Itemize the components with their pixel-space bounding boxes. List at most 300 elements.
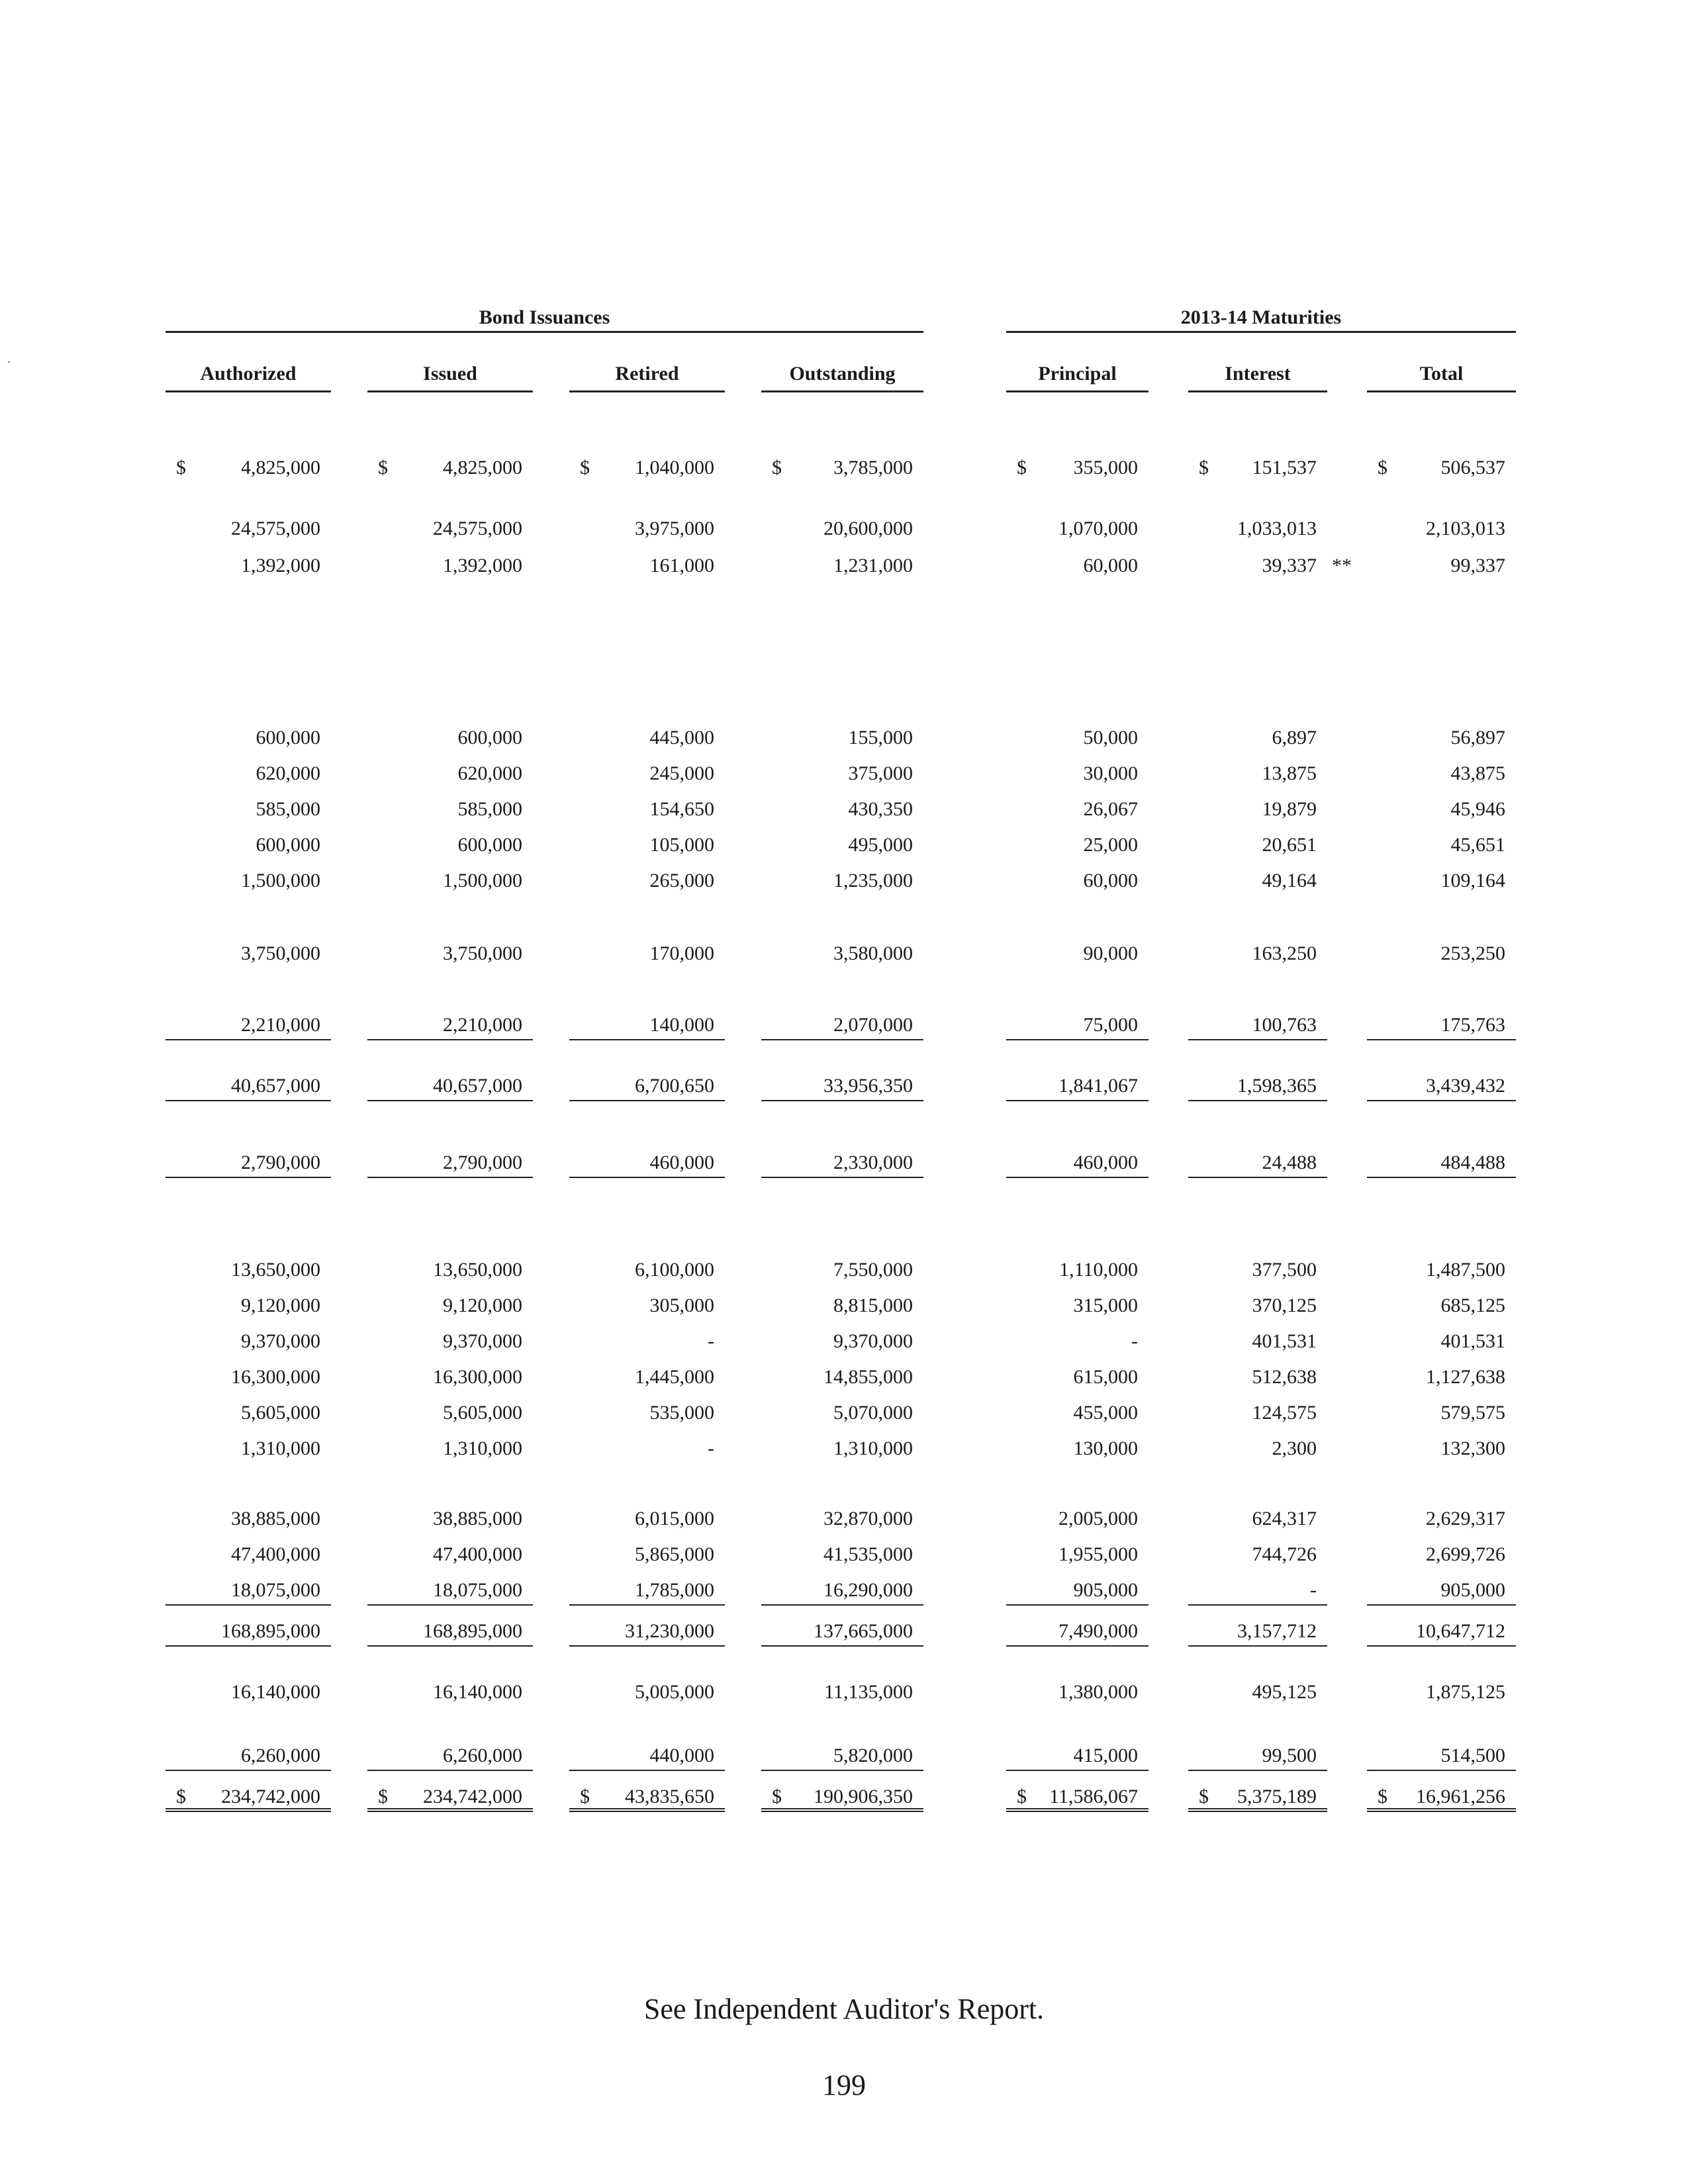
cell-outstanding: [761, 1148, 923, 1178]
cell-issued: [367, 1677, 533, 1707]
cell-total: [1367, 453, 1516, 483]
cell-value: 43,835,650: [625, 1786, 714, 1807]
cell-value: 512,638: [1252, 1366, 1317, 1388]
cell-value: 2,699,726: [1426, 1543, 1505, 1565]
col-header-total: Total: [1367, 357, 1516, 392]
cell-issued: [367, 938, 533, 969]
cell-value: 50,000: [1083, 727, 1138, 749]
cell-total: [1367, 1616, 1516, 1647]
cell-principal: [1006, 1433, 1149, 1464]
scan-mark: [8, 361, 10, 363]
cell-value: 170,000: [649, 942, 714, 964]
cell-authorized: [165, 1433, 331, 1464]
cell-value: 1,070,000: [1058, 518, 1138, 539]
currency-symbol: $: [1199, 1786, 1209, 1807]
cell-outstanding: [761, 453, 923, 483]
cell-value: 1,955,000: [1058, 1543, 1138, 1565]
cell-value: 600,000: [256, 727, 320, 749]
cell-value: 1,500,000: [443, 870, 522, 891]
currency-symbol: $: [378, 1786, 388, 1807]
currency-symbol: $: [772, 457, 782, 478]
cell-issued: [367, 1071, 533, 1101]
cell-issued: [367, 1291, 533, 1321]
cell-value: -: [708, 1330, 714, 1352]
cell-issued: [367, 794, 533, 825]
cell-retired: [569, 1071, 725, 1101]
cell-value: 579,575: [1440, 1402, 1505, 1424]
cell-interest: [1188, 723, 1327, 753]
cell-issued: [367, 1326, 533, 1357]
cell-value: 624,317: [1252, 1508, 1317, 1529]
cell-authorized: [165, 1504, 331, 1534]
cell-value: 6,260,000: [241, 1745, 320, 1766]
cell-authorized: [165, 1539, 331, 1570]
cell-retired: [569, 938, 725, 969]
cell-total: [1367, 1677, 1516, 1707]
col-header-interest: Interest: [1188, 357, 1327, 392]
cell-total: [1367, 1539, 1516, 1570]
cell-retired: [569, 1782, 725, 1812]
cell-value: 43,875: [1450, 762, 1505, 784]
cell-authorized: [165, 758, 331, 789]
cell-value: 375,000: [848, 762, 913, 784]
cell-issued: [367, 1398, 533, 1428]
cell-total: [1367, 1433, 1516, 1464]
cell-total: [1367, 1741, 1516, 1771]
currency-symbol: $: [176, 1786, 186, 1807]
cell-value: 3,785,000: [833, 457, 913, 478]
cell-authorized: [165, 866, 331, 896]
cell-authorized: [165, 1010, 331, 1040]
cell-value: 40,657,000: [433, 1075, 522, 1097]
cell-outstanding: [761, 1071, 923, 1101]
cell-value: 99,500: [1262, 1745, 1317, 1766]
cell-value: 137,665,000: [814, 1620, 913, 1642]
cell-value: 4,825,000: [241, 457, 320, 478]
cell-total: [1367, 758, 1516, 789]
cell-principal: [1006, 1071, 1149, 1101]
cell-value: 45,946: [1450, 798, 1505, 820]
cell-value: 18,075,000: [231, 1579, 320, 1601]
cell-value: 10,647,712: [1416, 1620, 1505, 1642]
cell-principal: [1006, 830, 1149, 860]
cell-authorized: [165, 723, 331, 753]
cell-value: 1,785,000: [635, 1579, 714, 1601]
cell-value: 13,875: [1262, 762, 1317, 784]
cell-interest: [1188, 1741, 1327, 1771]
cell-interest: [1188, 1433, 1327, 1464]
cell-outstanding: [761, 1010, 923, 1040]
cell-authorized: [165, 1677, 331, 1707]
cell-value: 1,231,000: [833, 555, 913, 576]
cell-retired: [569, 1575, 725, 1606]
cell-principal: [1006, 1326, 1149, 1357]
cell-value: 445,000: [649, 727, 714, 749]
cell-value: 440,000: [649, 1745, 714, 1766]
cell-outstanding: [761, 1677, 923, 1707]
cell-outstanding: [761, 794, 923, 825]
cell-retired: [569, 551, 725, 581]
cell-interest: [1188, 1575, 1327, 1606]
cell-interest: [1188, 551, 1327, 581]
cell-value: 1,392,000: [241, 555, 320, 576]
cell-retired: [569, 1616, 725, 1647]
cell-outstanding: [761, 758, 923, 789]
cell-principal: [1006, 551, 1149, 581]
cell-issued: [367, 1616, 533, 1647]
cell-interest: [1188, 514, 1327, 544]
cell-total: [1367, 1326, 1516, 1357]
cell-value: 47,400,000: [433, 1543, 522, 1565]
cell-value: 16,140,000: [433, 1681, 522, 1703]
cell-issued: [367, 1539, 533, 1570]
cell-value: 600,000: [256, 834, 320, 856]
cell-total: [1367, 1504, 1516, 1534]
cell-value: 484,488: [1440, 1152, 1505, 1173]
cell-principal: [1006, 1741, 1149, 1771]
cell-value: 370,125: [1252, 1295, 1317, 1316]
cell-value: 8,815,000: [833, 1295, 913, 1316]
cell-value: 16,300,000: [433, 1366, 522, 1388]
cell-value: 615,000: [1073, 1366, 1138, 1388]
cell-value: 130,000: [1073, 1437, 1138, 1459]
cell-value: 1,033,013: [1237, 518, 1317, 539]
cell-value: 6,015,000: [635, 1508, 714, 1529]
cell-value: 1,310,000: [241, 1437, 320, 1459]
cell-principal: [1006, 723, 1149, 753]
cell-authorized: [165, 830, 331, 860]
col-header-issued: Issued: [367, 357, 533, 392]
cell-value: 75,000: [1083, 1014, 1138, 1036]
cell-value: 2,790,000: [241, 1152, 320, 1173]
cell-principal: [1006, 453, 1149, 483]
cell-value: 9,370,000: [833, 1330, 913, 1352]
cell-interest: [1188, 1616, 1327, 1647]
cell-interest: [1188, 1326, 1327, 1357]
cell-value: -: [1131, 1330, 1138, 1352]
cell-authorized: [165, 794, 331, 825]
cell-issued: [367, 758, 533, 789]
cell-value: 60,000: [1083, 555, 1138, 576]
cell-value: 163,250: [1252, 942, 1317, 964]
cell-retired: [569, 1010, 725, 1040]
cell-total: [1367, 1362, 1516, 1392]
cell-interest: [1188, 1677, 1327, 1707]
cell-value: 495,125: [1252, 1681, 1317, 1703]
currency-symbol: $: [1378, 457, 1387, 478]
cell-value: 5,070,000: [833, 1402, 913, 1424]
cell-value: 2,629,317: [1426, 1508, 1505, 1529]
cell-value: 1,487,500: [1426, 1259, 1505, 1281]
cell-outstanding: [761, 1782, 923, 1812]
cell-interest: [1188, 1398, 1327, 1428]
cell-retired: [569, 1148, 725, 1178]
cell-principal: [1006, 1255, 1149, 1285]
cell-value: 175,763: [1440, 1014, 1505, 1036]
cell-authorized: [165, 1398, 331, 1428]
cell-retired: [569, 866, 725, 896]
cell-value: 38,885,000: [433, 1508, 522, 1529]
currency-symbol: $: [772, 1786, 782, 1807]
cell-retired: [569, 1539, 725, 1570]
cell-value: 9,370,000: [443, 1330, 522, 1352]
cell-authorized: [165, 514, 331, 544]
cell-principal: [1006, 758, 1149, 789]
cell-value: 7,550,000: [833, 1259, 913, 1281]
cell-value: 455,000: [1073, 1402, 1138, 1424]
cell-value: 45,651: [1450, 834, 1505, 856]
cell-issued: [367, 1148, 533, 1178]
cell-issued: [367, 1575, 533, 1606]
cell-total: [1367, 938, 1516, 969]
cell-retired: [569, 1362, 725, 1392]
cell-retired: [569, 1398, 725, 1428]
cell-value: 47,400,000: [231, 1543, 320, 1565]
group-title-bond-issuances: Bond Issuances: [479, 306, 610, 328]
currency-symbol: $: [1017, 457, 1027, 478]
cell-value: 41,535,000: [823, 1543, 913, 1565]
cell-total: [1367, 514, 1516, 544]
cell-retired: [569, 1433, 725, 1464]
col-header-outstanding: Outstanding: [761, 357, 923, 392]
currency-symbol: $: [1378, 1786, 1387, 1807]
cell-total: [1367, 1255, 1516, 1285]
cell-value: 744,726: [1252, 1543, 1317, 1565]
cell-issued: [367, 453, 533, 483]
cell-value: 3,750,000: [241, 942, 320, 964]
cell-outstanding: [761, 1504, 923, 1534]
cell-authorized: [165, 1148, 331, 1178]
cell-principal: [1006, 1398, 1149, 1428]
cell-value: 3,975,000: [635, 518, 714, 539]
cell-value: 132,300: [1440, 1437, 1505, 1459]
cell-outstanding: [761, 1291, 923, 1321]
cell-value: 2,070,000: [833, 1014, 913, 1036]
cell-value: 1,110,000: [1059, 1259, 1138, 1281]
cell-value: 2,330,000: [833, 1152, 913, 1173]
cell-value: 3,580,000: [833, 942, 913, 964]
cell-value: 6,897: [1272, 727, 1317, 749]
cell-issued: [367, 1255, 533, 1285]
cell-value: 24,488: [1262, 1152, 1317, 1173]
cell-value: 1,127,638: [1426, 1366, 1505, 1388]
cell-issued: [367, 514, 533, 544]
cell-total: [1367, 1782, 1516, 1812]
cell-value: 2,210,000: [443, 1014, 522, 1036]
cell-principal: [1006, 1148, 1149, 1178]
cell-value: -: [708, 1437, 714, 1459]
cell-authorized: [165, 1741, 331, 1771]
cell-value: 1,380,000: [1058, 1681, 1138, 1703]
cell-value: 234,742,000: [221, 1786, 320, 1807]
cell-value: 535,000: [649, 1402, 714, 1424]
cell-principal: [1006, 938, 1149, 969]
cell-value: 168,895,000: [423, 1620, 522, 1642]
cell-retired: [569, 1741, 725, 1771]
cell-authorized: [165, 1255, 331, 1285]
cell-value: 620,000: [457, 762, 522, 784]
cell-value: 3,439,432: [1426, 1075, 1505, 1097]
cell-value: 154,650: [649, 798, 714, 820]
cell-value: 2,300: [1272, 1437, 1317, 1459]
cell-value: 685,125: [1440, 1295, 1505, 1316]
cell-value: 11,135,000: [824, 1681, 913, 1703]
cell-value: 234,742,000: [423, 1786, 522, 1807]
cell-value: 39,337: [1262, 555, 1317, 576]
cell-value: 415,000: [1073, 1745, 1138, 1766]
cell-value: 265,000: [649, 870, 714, 891]
cell-retired: [569, 1255, 725, 1285]
cell-value: 315,000: [1073, 1295, 1138, 1316]
cell-outstanding: [761, 1362, 923, 1392]
cell-value: 2,210,000: [241, 1014, 320, 1036]
cell-value: 1,235,000: [833, 870, 913, 891]
cell-outstanding: [761, 1539, 923, 1570]
cell-value: 9,120,000: [443, 1295, 522, 1316]
cell-authorized: [165, 1291, 331, 1321]
cell-outstanding: [761, 830, 923, 860]
cell-value: 33,956,350: [823, 1075, 913, 1097]
cell-value: 6,700,650: [635, 1075, 714, 1097]
cell-authorized: [165, 1575, 331, 1606]
currency-symbol: $: [1199, 457, 1209, 478]
cell-principal: [1006, 514, 1149, 544]
footnote-marker: **: [1332, 555, 1352, 576]
cell-value: 600,000: [457, 834, 522, 856]
cell-value: 49,164: [1262, 870, 1317, 891]
cell-principal: [1006, 1504, 1149, 1534]
cell-value: 14,855,000: [823, 1366, 913, 1388]
cell-value: 585,000: [457, 798, 522, 820]
cell-retired: [569, 830, 725, 860]
cell-issued: [367, 866, 533, 896]
cell-value: 7,490,000: [1058, 1620, 1138, 1642]
cell-value: 506,537: [1440, 457, 1505, 478]
cell-total: [1367, 1291, 1516, 1321]
cell-value: 18,075,000: [433, 1579, 522, 1601]
cell-value: 90,000: [1083, 942, 1138, 964]
cell-value: 100,763: [1252, 1014, 1317, 1036]
cell-value: 401,531: [1440, 1330, 1505, 1352]
cell-value: 5,820,000: [833, 1745, 913, 1766]
cell-outstanding: [761, 1741, 923, 1771]
cell-value: 109,164: [1440, 870, 1505, 891]
cell-value: 2,790,000: [443, 1152, 522, 1173]
cell-issued: [367, 1741, 533, 1771]
cell-retired: [569, 514, 725, 544]
group-rule-bond-issuances: [165, 331, 923, 333]
cell-value: 124,575: [1252, 1402, 1317, 1424]
cell-interest: [1188, 758, 1327, 789]
cell-value: 99,337: [1450, 555, 1505, 576]
cell-value: 5,005,000: [635, 1681, 714, 1703]
cell-value: 24,575,000: [433, 518, 522, 539]
cell-interest: [1188, 1148, 1327, 1178]
cell-value: 190,906,350: [814, 1786, 913, 1807]
cell-principal: [1006, 1616, 1149, 1647]
cell-value: 19,879: [1262, 798, 1317, 820]
cell-authorized: [165, 1326, 331, 1357]
cell-issued: [367, 1362, 533, 1392]
cell-value: 6,100,000: [635, 1259, 714, 1281]
cell-total: [1367, 723, 1516, 753]
cell-value: 460,000: [649, 1152, 714, 1173]
cell-value: 905,000: [1440, 1579, 1505, 1601]
cell-outstanding: [761, 1575, 923, 1606]
currency-symbol: $: [580, 1786, 590, 1807]
cell-retired: [569, 1291, 725, 1321]
cell-outstanding: [761, 723, 923, 753]
cell-value: 5,375,189: [1237, 1786, 1317, 1807]
cell-value: 905,000: [1073, 1579, 1138, 1601]
cell-value: 1,500,000: [241, 870, 320, 891]
cell-authorized: [165, 1362, 331, 1392]
cell-value: 56,897: [1450, 727, 1505, 749]
cell-issued: [367, 830, 533, 860]
cell-retired: [569, 1677, 725, 1707]
cell-interest: [1188, 1539, 1327, 1570]
cell-value: 25,000: [1083, 834, 1138, 856]
cell-principal: [1006, 1362, 1149, 1392]
cell-interest: [1188, 1504, 1327, 1534]
col-header-principal: Principal: [1006, 357, 1149, 392]
cell-value: 600,000: [457, 727, 522, 749]
cell-value: 245,000: [649, 762, 714, 784]
cell-issued: [367, 1433, 533, 1464]
col-header-authorized: Authorized: [165, 357, 331, 392]
cell-value: 5,605,000: [241, 1402, 320, 1424]
cell-outstanding: [761, 938, 923, 969]
group-title-maturities: 2013-14 Maturities: [1180, 306, 1342, 328]
group-rule-maturities: [1006, 331, 1516, 333]
cell-value: 13,650,000: [433, 1259, 522, 1281]
cell-value: 168,895,000: [221, 1620, 320, 1642]
cell-outstanding: [761, 1433, 923, 1464]
cell-value: 32,870,000: [823, 1508, 913, 1529]
cell-value: 26,067: [1083, 798, 1138, 820]
cell-value: 24,575,000: [231, 518, 320, 539]
cell-interest: [1188, 1071, 1327, 1101]
cell-outstanding: [761, 1398, 923, 1428]
cell-value: 355,000: [1073, 457, 1138, 478]
cell-issued: [367, 723, 533, 753]
cell-authorized: [165, 1616, 331, 1647]
cell-value: 1,598,365: [1237, 1075, 1317, 1097]
cell-value: 1,040,000: [635, 457, 714, 478]
cell-interest: [1188, 794, 1327, 825]
cell-value: 253,250: [1440, 942, 1505, 964]
cell-principal: [1006, 1539, 1149, 1570]
cell-value: 140,000: [649, 1014, 714, 1036]
cell-interest: [1188, 1782, 1327, 1812]
cell-value: 401,531: [1252, 1330, 1317, 1352]
cell-retired: [569, 453, 725, 483]
cell-value: 5,605,000: [443, 1402, 522, 1424]
cell-authorized: [165, 1782, 331, 1812]
cell-value: 16,961,256: [1416, 1786, 1505, 1807]
cell-authorized: [165, 938, 331, 969]
cell-value: 1,392,000: [443, 555, 522, 576]
cell-value: 9,370,000: [241, 1330, 320, 1352]
cell-total: [1367, 794, 1516, 825]
cell-value: 151,537: [1252, 457, 1317, 478]
cell-value: 430,350: [848, 798, 913, 820]
cell-outstanding: [761, 551, 923, 581]
cell-value: 1,310,000: [443, 1437, 522, 1459]
cell-value: 161,000: [649, 555, 714, 576]
cell-value: 1,875,125: [1426, 1681, 1505, 1703]
cell-principal: [1006, 866, 1149, 896]
